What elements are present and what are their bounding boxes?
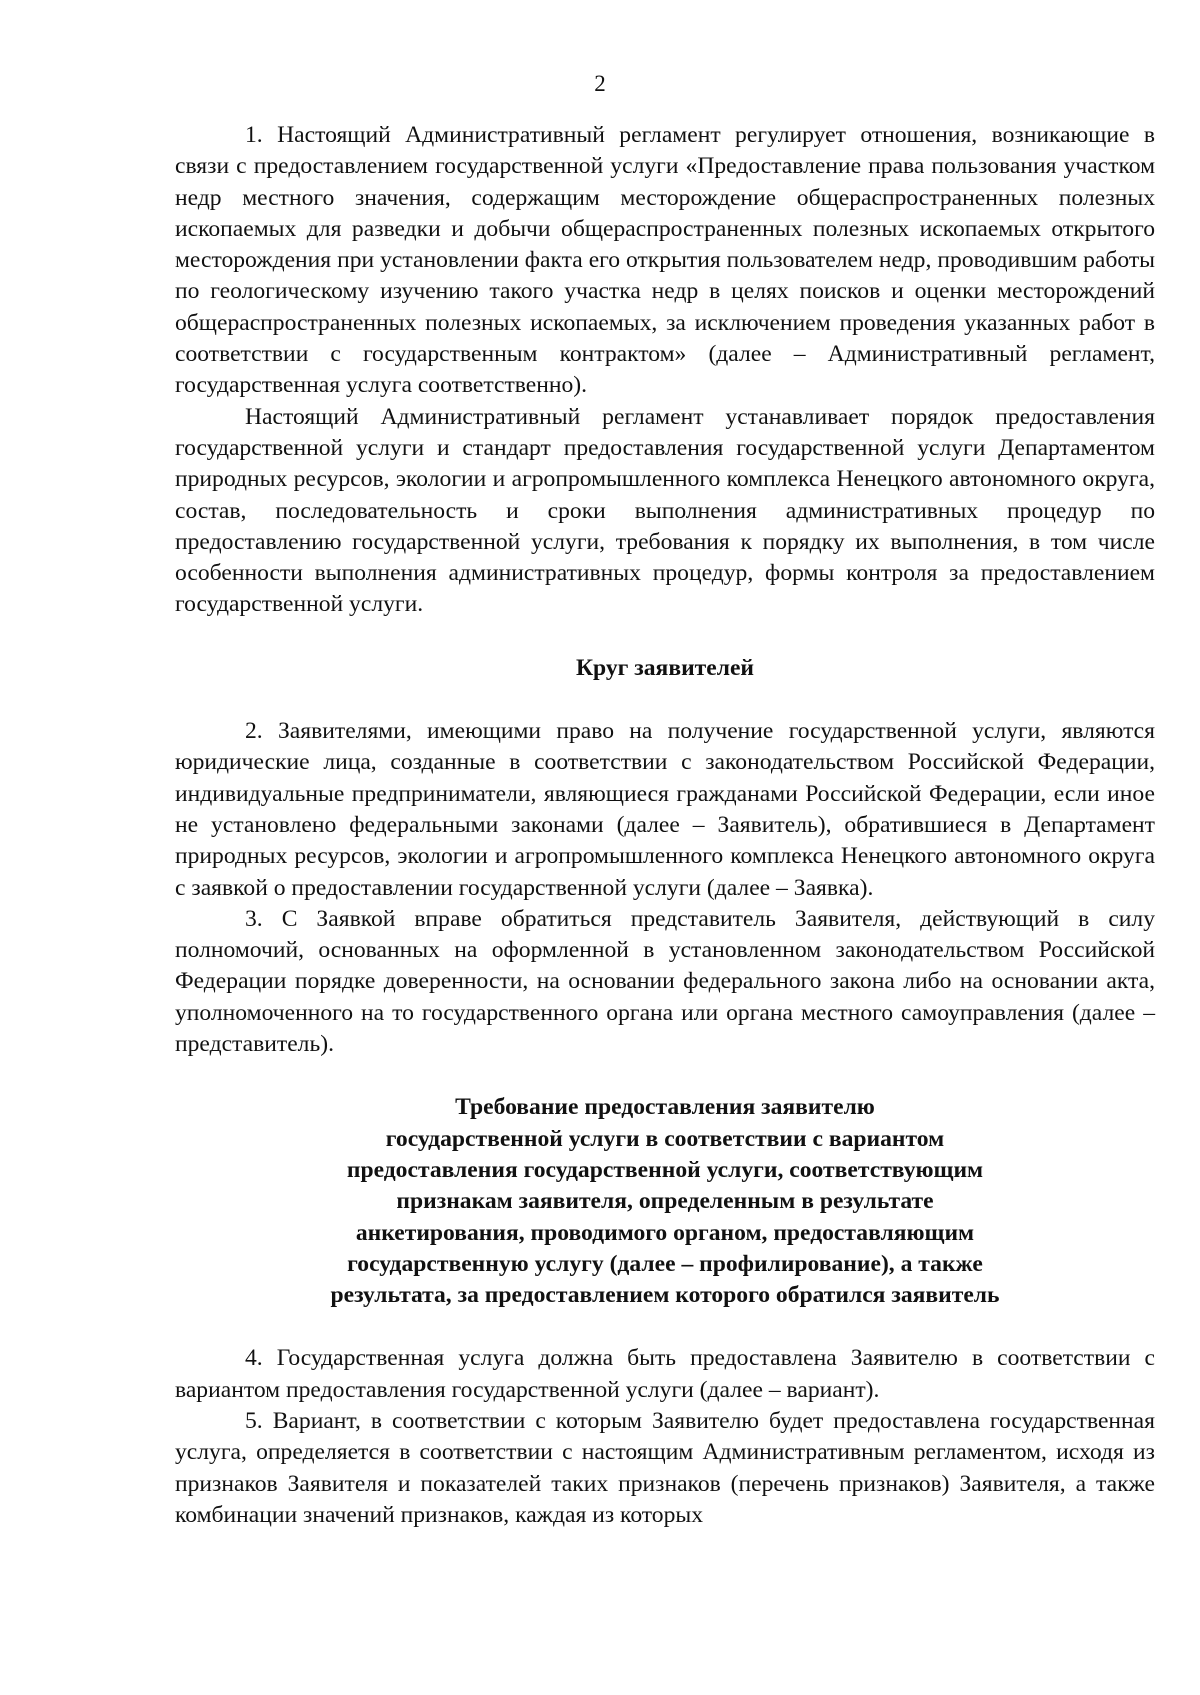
heading-requirement-line: государственной услуги в соответствии с вариантом bbox=[385, 1125, 945, 1152]
heading-requirement-line: предоставления государственной услуги, соответствующим bbox=[346, 1156, 984, 1183]
heading-requirement-line: Требование предоставления заявителю bbox=[455, 1094, 875, 1121]
paragraph-2: 2. Заявителями, имеющими право на получение государственной услуги, являются юридические лица, созданные в соответствии с законодательством Российской Федерации, индивидуальные предприниматели, являющиеся гражданами Российской Федерации, если иное не установлено федеральными законами (далее – Заявитель), обратившиеся в Департамент природных ресурсов, экологии и агропромышленного комплекса Ненецкого автономного округа с заявкой о предоставлении государственной услуги (далее – Заявка). bbox=[175, 718, 1155, 901]
document-body bbox=[175, 120, 1155, 1531]
heading-requirement-line: признакам заявителя, определенным в результате bbox=[396, 1188, 934, 1215]
heading-applicants: Круг заявителей bbox=[575, 654, 755, 681]
heading-requirement-line: анкетирования, проводимого органом, предоставляющим bbox=[355, 1219, 975, 1246]
paragraph-3: 3. С Заявкой вправе обратиться представитель Заявителя, действующий в силу полномочий, основанных на оформленной в установленном законодательством Российской Федерации порядке доверенности, на основании федерального закона либо на основании акта, уполномоченного на то государственного органа или органа местного самоуправления (далее – представитель). bbox=[175, 905, 1155, 1058]
paragraph-1: 1. Настоящий Административный регламент регулирует отношения, возникающие в связи с предоставлением государственной услуги «Предоставление права пользования участком недр местного значения, содержащим месторождение общераспространенных полезных ископаемых для разведки и добычи общераспространенных полезных ископаемых открытого месторождения при установлении факта его открытия пользователем недр, проводившим работы по геологическому изучению такого участка недр в целях поисков и оценки месторождений общераспространенных полезных ископаемых, за исключением проведения указанных работ в соответствии с государственным контрактом» (далее – Административный регламент, государственная услуга соответственно). bbox=[175, 122, 1155, 399]
paragraph-4: 4. Государственная услуга должна быть предоставлена Заявителю в соответствии с вариантом предоставления государственной услуги (далее – вариант). bbox=[175, 1345, 1155, 1403]
paragraph-5: 5. Вариант, в соответствии с которым Заявителю будет предоставлена государственная услуга, определяется в соответствии с настоящим Административным регламентом, исходя из признаков Заявителя и показателей таких признаков (перечень признаков) Заявителя, а также комбинации значений признаков, каждая из которых bbox=[175, 1407, 1155, 1528]
page-number: 2 bbox=[594, 71, 606, 96]
heading-requirement-line: государственную услугу (далее – профилирование), а также bbox=[347, 1250, 983, 1277]
heading-requirement-line: результата, за предоставлением которого обратился заявитель bbox=[330, 1282, 1000, 1309]
paragraph-1-continued: Настоящий Административный регламент устанавливает порядок предоставления государственной услуги и стандарт предоставления государственной услуги Департаментом природных ресурсов, экологии и агропромышленного комплекса Ненецкого автономного округа, состав, последовательность и сроки выполнения административных процедур по предоставлению государственной услуги, требования к порядку их выполнения, в том числе особенности выполнения административных процедур, формы контроля за предоставлением государственной услуги. bbox=[175, 403, 1155, 618]
heading-requirement bbox=[175, 1092, 1155, 1311]
